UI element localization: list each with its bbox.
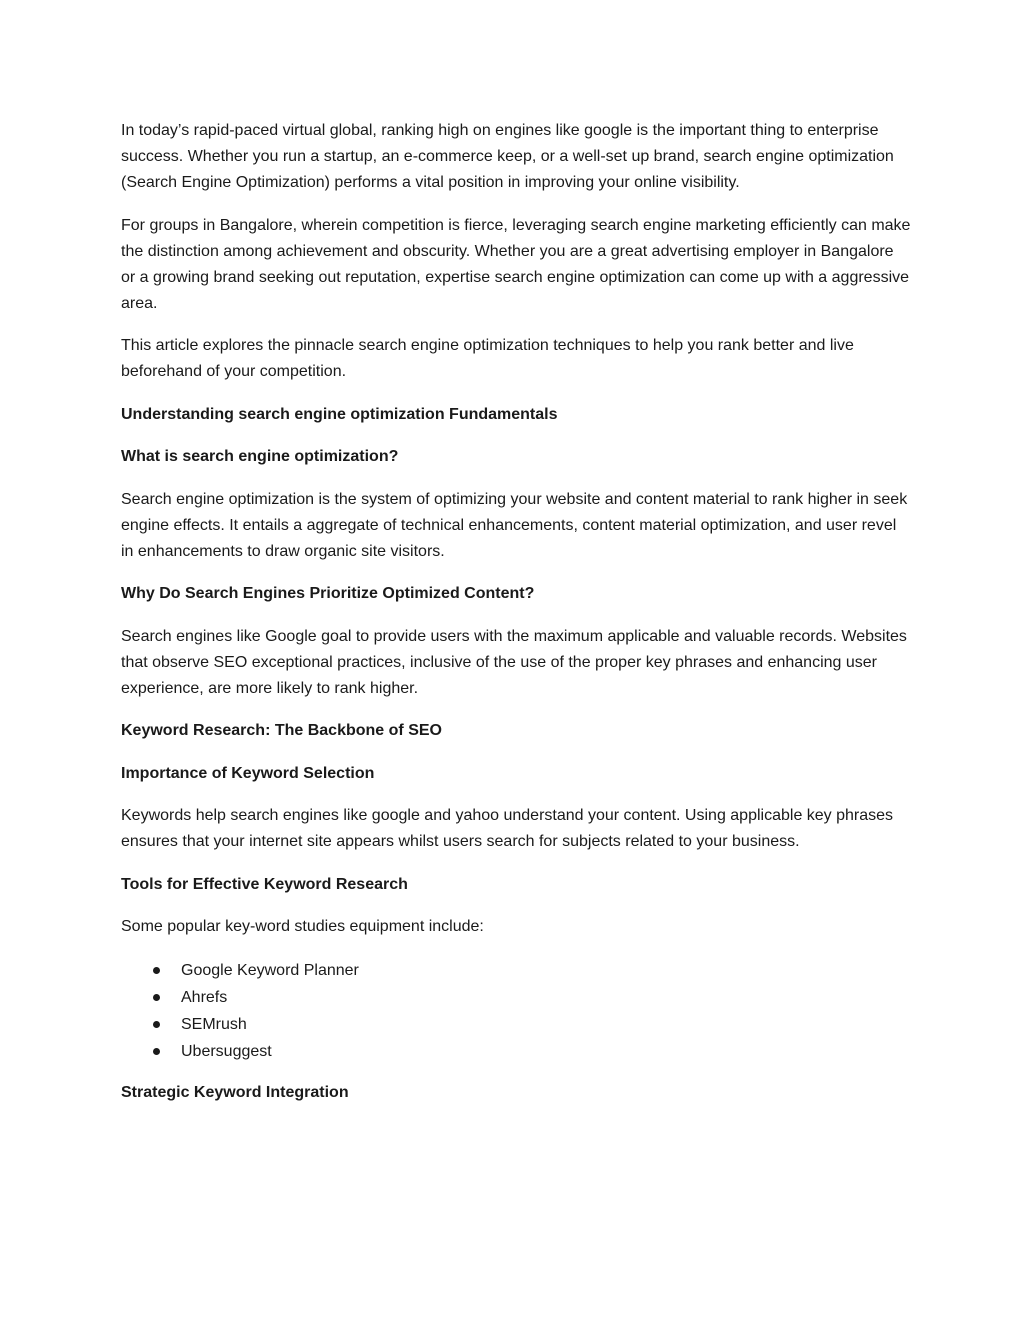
bullet-icon (153, 1048, 160, 1055)
document-page (121, 118, 911, 1122)
list-item (121, 957, 911, 984)
list-item-label: Ubersuggest (181, 1042, 272, 1060)
tools-intro-paragraph: Some popular key-word studies equipment include: (121, 918, 484, 935)
section-heading-keyword-research: Keyword Research: The Backbone of SEO (121, 722, 442, 739)
bangalore-paragraph: For groups in Bangalore, wherein competition is fierce, leveraging search engine marketing efficiently can make the distinction among achievement and obscurity. Whether you are a great advertising employer in Bangalore or a growing brand seeking out reputation, expertise search engine optimization can come up with a aggressive area. (121, 216, 911, 312)
section-heading-keyword-selection: Importance of Keyword Selection (121, 764, 375, 782)
list-item-label: SEMrush (181, 1015, 247, 1033)
bullet-icon (153, 1021, 160, 1028)
article-overview-paragraph: This article explores the pinnacle search engine optimization techniques to help you rank better and live beforehand of your competition. (121, 337, 854, 380)
bullet-icon (153, 994, 160, 1001)
list-item-label: Google Keyword Planner (181, 961, 359, 979)
section-heading-fundamentals: Understanding search engine optimization Fundamentals (121, 405, 558, 423)
bullet-icon (153, 967, 160, 974)
list-item (121, 1038, 911, 1065)
section-heading-what-is-seo: What is search engine optimization? (121, 448, 399, 465)
seo-definition-paragraph: Search engine optimization is the system of optimizing your website and content material to rank higher in seek engine effects. It entails a aggregate of technical enhancements, content material optimization, and user revel in enhancements to draw organic site visitors. (121, 490, 908, 560)
list-item-label: Ahrefs (181, 988, 228, 1006)
section-heading-why-prioritize: Why Do Search Engines Prioritize Optimized Content? (121, 585, 535, 602)
list-item (121, 1011, 911, 1038)
section-heading-tools: Tools for Effective Keyword Research (121, 875, 408, 893)
list-item (121, 984, 911, 1011)
tools-bullet-list (121, 957, 911, 1065)
prioritize-paragraph: Search engines like Google goal to provide users with the maximum applicable and valuable records. Websites that observe SEO exceptional practices, inclusive of the use of the proper key phrases and enhancing user experience, are more likely to rank higher. (121, 627, 907, 697)
keywords-paragraph: Keywords help search engines like google and yahoo understand your content. Using applicable key phrases ensures that your internet site appears whilst users search for subjects related to your business. (121, 807, 894, 850)
section-heading-strategic-integration: Strategic Keyword Integration (121, 1083, 349, 1101)
intro-paragraph: In today’s rapid-paced virtual global, ranking high on engines like google is the important thing to enterprise success. Whether you run a startup, an e-commerce keep, or a well-set up brand, search engine optimization (Search Engine Optimization) performs a vital position in improving your online visibility. (121, 122, 894, 191)
